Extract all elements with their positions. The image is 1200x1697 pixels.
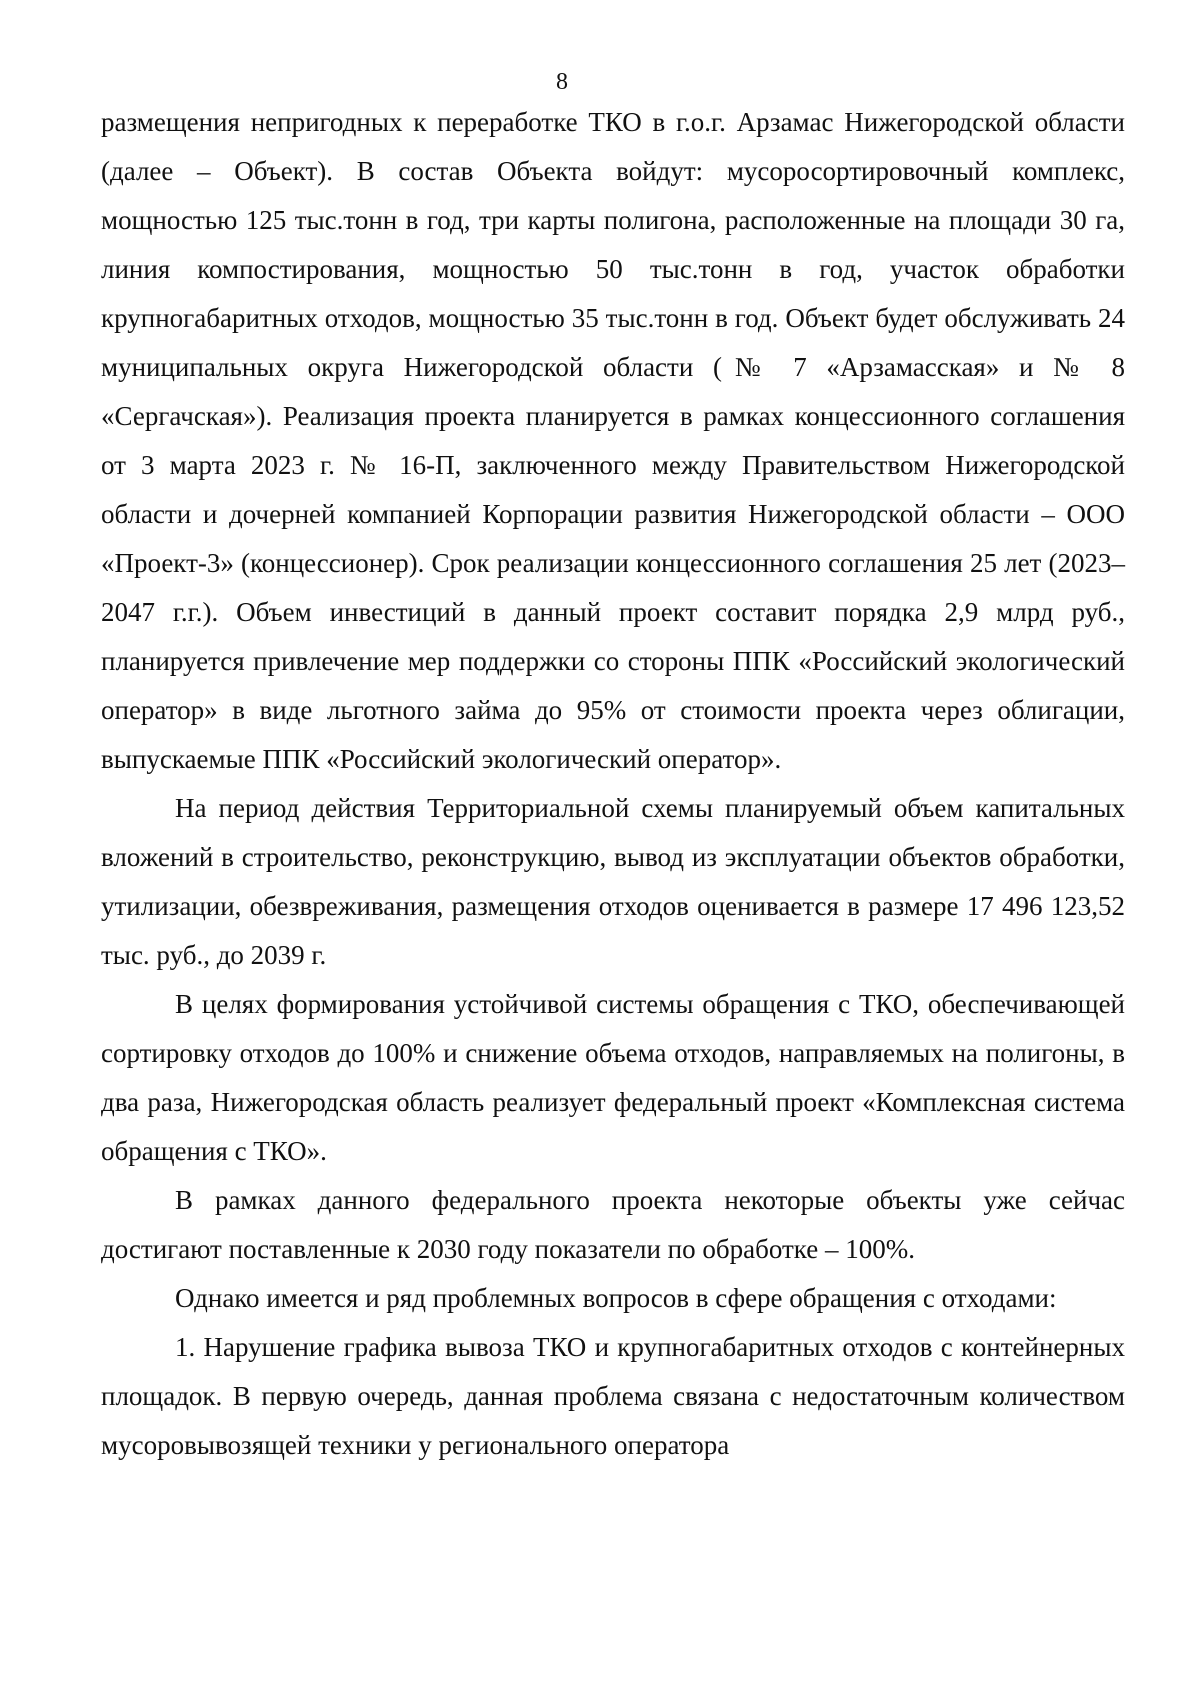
paragraph-object-description: размещения непригодных к переработке ТКО в г.о.г. Арзамас Нижегородской области (далее – Объект). В состав Объекта войдут: мусоросортировочный комплекс, мощностью 125 тыс.тонн в год, три карты полигона, расположенные на площади 30 га, линия компостирования, мощностью 50 тыс.тонн в год, участок обработки крупногабаритных отходов, мощностью 35 тыс.тонн в год. Объект будет обслуживать 24 муниципальных округа Нижегородской области (№ 7 «Арзамасская» и № 8 «Сергачская»). Реализация проекта планируется в рамках концессионного соглашения от 3 марта 2023 г. № 16-П, заключенного между Правительством Нижегородской области и дочерней компанией Корпорации развития Нижегородской области – ООО «Проект-3» (концессионер). Срок реализации концессионного соглашения 25 лет (2023–2047 г.г.). Объем инвестиций в данный проект составит порядка 2,9 млрд руб., планируется привлечение мер поддержки со стороны ППК «Российский экологический оператор» в виде льготного займа до 95% от стоимости проекта через облигации, выпускаемые ППК «Российский экологический оператор».	[101, 107, 1125, 774]
paragraph-problem-intro: Однако имеется и ряд проблемных вопросов в сфере обращения с отходами:	[175, 1283, 1057, 1313]
paragraph-targets-achieved: В рамках данного федерального проекта некоторые объекты уже сейчас достигают поставленные к 2030 году показатели по обработке – 100%.	[101, 1185, 1125, 1264]
page-number: 8	[556, 69, 568, 95]
document-body	[101, 98, 1125, 1470]
paragraph-capital-investment: На период действия Территориальной схемы планируемый объем капитальных вложений в строительство, реконструкцию, вывод из эксплуатации объектов обработки, утилизации, обезвреживания, размещения отходов оценивается в размере 17 496 123,52 тыс. руб., до 2039 г.	[101, 793, 1125, 970]
paragraph-federal-project: В целях формирования устойчивой системы обращения с ТКО, обеспечивающей сортировку отходов до 100% и снижение объема отходов, направляемых на полигоны, в два раза, Нижегородская область реализует федеральный проект «Комплексная система обращения с ТКО».	[101, 989, 1125, 1166]
paragraph-problem-1: 1. Нарушение графика вывоза ТКО и крупногабаритных отходов с контейнерных площадок. В первую очередь, данная проблема связана с недостаточным количеством мусоровывозящей техники у регионального оператора	[101, 1332, 1125, 1460]
